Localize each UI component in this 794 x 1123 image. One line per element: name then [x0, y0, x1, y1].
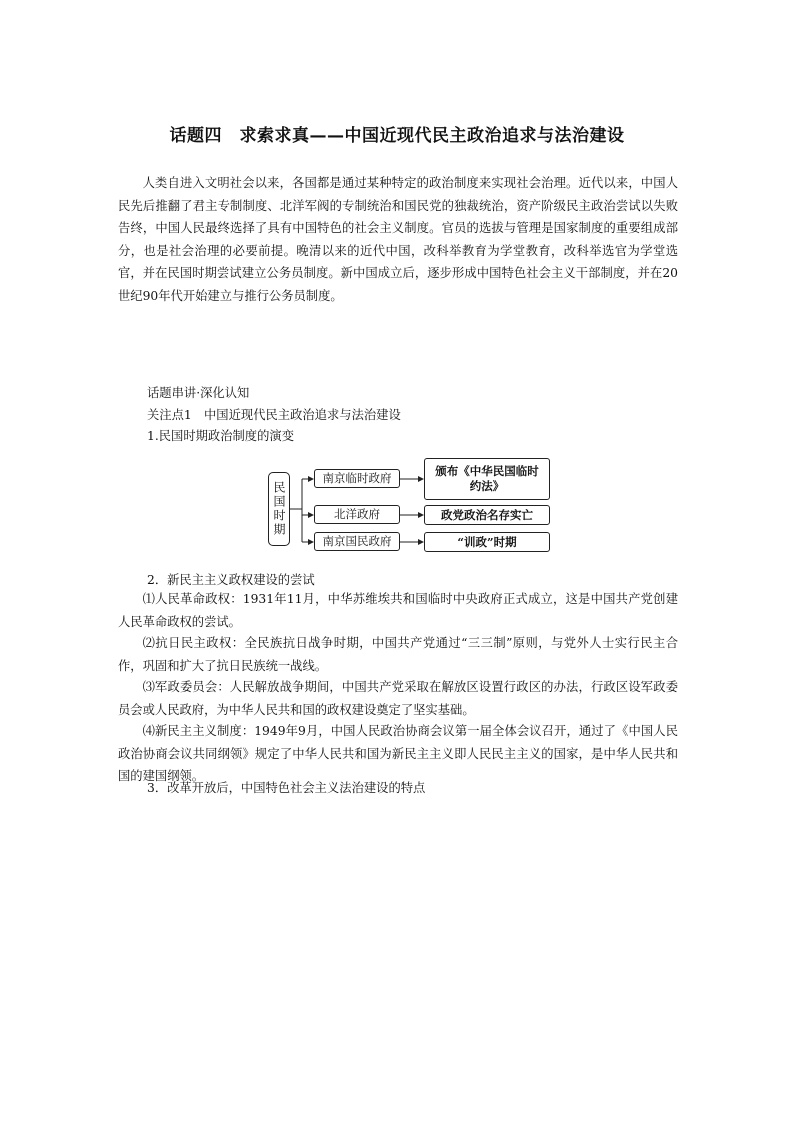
government-label: 北洋政府	[334, 507, 380, 521]
period-label: 民国时期	[272, 481, 286, 537]
government-box-nanjing-provisional	[314, 469, 400, 488]
result-box-provisional-constitution	[424, 458, 550, 500]
result-label: 颁布《中华民国临时约法》	[435, 464, 539, 493]
result-label: “训政”时期	[457, 534, 517, 549]
government-box-beiyang	[314, 505, 400, 524]
item3-heading: 3．改革开放后，中国特色社会主义法治建设的特点	[147, 781, 426, 795]
government-label: 南京国民政府	[322, 534, 392, 548]
item2-heading: 2．新民主主义政权建设的尝试	[147, 573, 315, 587]
item2-point: ⑶军政委员会：人民解放战争期间，中国共产党采取在解放区设置行政区的办法，行政区设军政委员会或人民政府，为中华人民共和国的政权建设奠定了坚实基础。	[118, 680, 678, 717]
page-title: 话题四 求索求真——中国近现代民主政治追求与法治建设	[169, 126, 625, 146]
section-heading: 话题串讲·深化认知	[147, 386, 250, 400]
focus-point-heading: 关注点1 中国近现代民主政治追求与法治建设	[147, 408, 401, 422]
political-system-diagram	[268, 458, 558, 558]
intro-paragraph: 人类自进入文明社会以来，各国都是通过某种特定的政治制度来实现社会治理。近代以来，中国人民先后推翻了君主专制制度、北洋军阀的专制统治和国民党的独裁统治，资产阶级民主政治尝试以失败告终，中国人民最终选择了具有中国特色的社会主义制度。官员的选拔与管理是国家制度的重要组成部分，也是社会治理的必要前提。晚清以来的近代中国，改科举教育为学堂教育，改科举选官为学堂选官，并在民国时期尝试建立公务员制度。新中国成立后，逐步形成中国特色社会主义干部制度，并在20世纪90年代开始建立与推行公务员制度。	[118, 176, 678, 303]
result-box-party-politics	[424, 505, 550, 525]
government-label: 南京临时政府	[322, 471, 392, 485]
result-box-tutelage	[424, 532, 550, 552]
item2-point: ⑴人民革命政权：1931年11月，中华苏维埃共和国临时中央政府正式成立，这是中国共产党创建人民革命政权的尝试。	[118, 592, 678, 629]
period-box	[268, 472, 290, 546]
item2-point: ⑵抗日民主政权：全民族抗日战争时期，中国共产党通过“三三制”原则，与党外人士实行民主合作，巩固和扩大了抗日民族统一战线。	[118, 636, 678, 673]
item2-point: ⑷新民主主义制度：1949年9月，中国人民政治协商会议第一届全体会议召开，通过了《中国人民政治协商会议共同纲领》规定了中华人民共和国为新民主主义即人民民主主义的国家，是中华人民共和国的建国纲领。	[118, 724, 678, 783]
result-label: 政党政治名存实亡	[441, 507, 533, 522]
item1-heading: 1.民国时期政治制度的演变	[147, 429, 294, 443]
government-box-nanjing-national	[314, 532, 400, 551]
